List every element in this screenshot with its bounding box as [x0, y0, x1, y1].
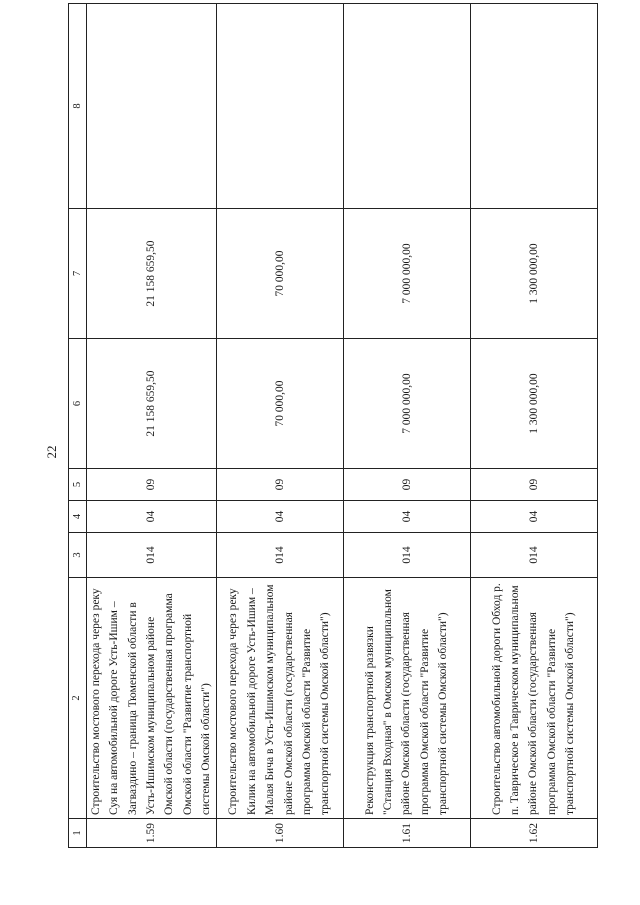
row-code-4: 04: [216, 501, 343, 533]
row-code-4: 04: [343, 501, 470, 533]
column-header-4: 4: [69, 501, 87, 533]
column-header-8: 8: [69, 4, 87, 209]
table-row: [343, 4, 470, 848]
row-amount-8: [86, 4, 216, 209]
row-amount-6: 7 000 000,00: [343, 339, 470, 469]
row-amount-6: 21 158 659,50: [86, 339, 216, 469]
row-number: 1.60: [216, 819, 343, 848]
row-amount-8: [343, 4, 470, 209]
column-header-row: [69, 4, 87, 848]
row-code-5: 09: [86, 469, 216, 501]
row-code-3: 014: [216, 533, 343, 578]
row-amount-7: 21 158 659,50: [86, 209, 216, 339]
table-row: [216, 4, 343, 848]
row-code-4: 04: [86, 501, 216, 533]
row-code-5: 09: [216, 469, 343, 501]
row-code-3: 014: [470, 533, 597, 578]
column-header-1: 1: [69, 819, 87, 848]
row-amount-8: [470, 4, 597, 209]
table-row: [86, 4, 216, 848]
row-amount-7: 1 300 000,00: [470, 209, 597, 339]
row-code-4: 04: [470, 501, 597, 533]
row-name: Строительство мостового перехода через реку Килик на автомобильной дороге Усть-Ишим – Малая Бича в Усть-Ишимском муниципальном районе Омской области (государственная программа Омской области "Развитие транспортной системы Омской области"): [216, 578, 343, 819]
row-code-5: 09: [343, 469, 470, 501]
row-number: 1.62: [470, 819, 597, 848]
column-header-2: 2: [69, 578, 87, 819]
row-number: 1.59: [86, 819, 216, 848]
row-code-3: 014: [86, 533, 216, 578]
rotated-table-container: [68, 60, 592, 848]
row-name: Строительство автомобильной дороги Обход р. п. Таврическое в Таврическом муниципальном районе Омской области (государственная программа Омской области "Развитие транспортной системы Омской области"): [470, 578, 597, 819]
row-code-5: 09: [470, 469, 597, 501]
row-amount-6: 1 300 000,00: [470, 339, 597, 469]
row-amount-7: 70 000,00: [216, 209, 343, 339]
page-number: 22: [44, 445, 59, 459]
column-header-3: 3: [69, 533, 87, 578]
row-code-3: 014: [343, 533, 470, 578]
table-row: [470, 4, 597, 848]
column-header-6: 6: [69, 339, 87, 469]
row-name: Строительство мостового перехода через реку Суя на автомобильной дороге Усть-Ишим – Загваздино – граница Тюменской области в Усть-Ишимском муниципальном районе Омской области (государственная программа Омской области "Развитие транспортной системы Омской области"): [86, 578, 216, 819]
column-header-5: 5: [69, 469, 87, 501]
row-amount-7: 7 000 000,00: [343, 209, 470, 339]
row-amount-8: [216, 4, 343, 209]
row-amount-6: 70 000,00: [216, 339, 343, 469]
row-name: Реконструкция транспортной развязки "Станция Входная" в Омском муниципальном районе Омской области (государственная программа Омской области "Развитие транспортной системы Омской области"): [343, 578, 470, 819]
row-number: 1.61: [343, 819, 470, 848]
budget-table: [68, 3, 598, 848]
column-header-7: 7: [69, 209, 87, 339]
